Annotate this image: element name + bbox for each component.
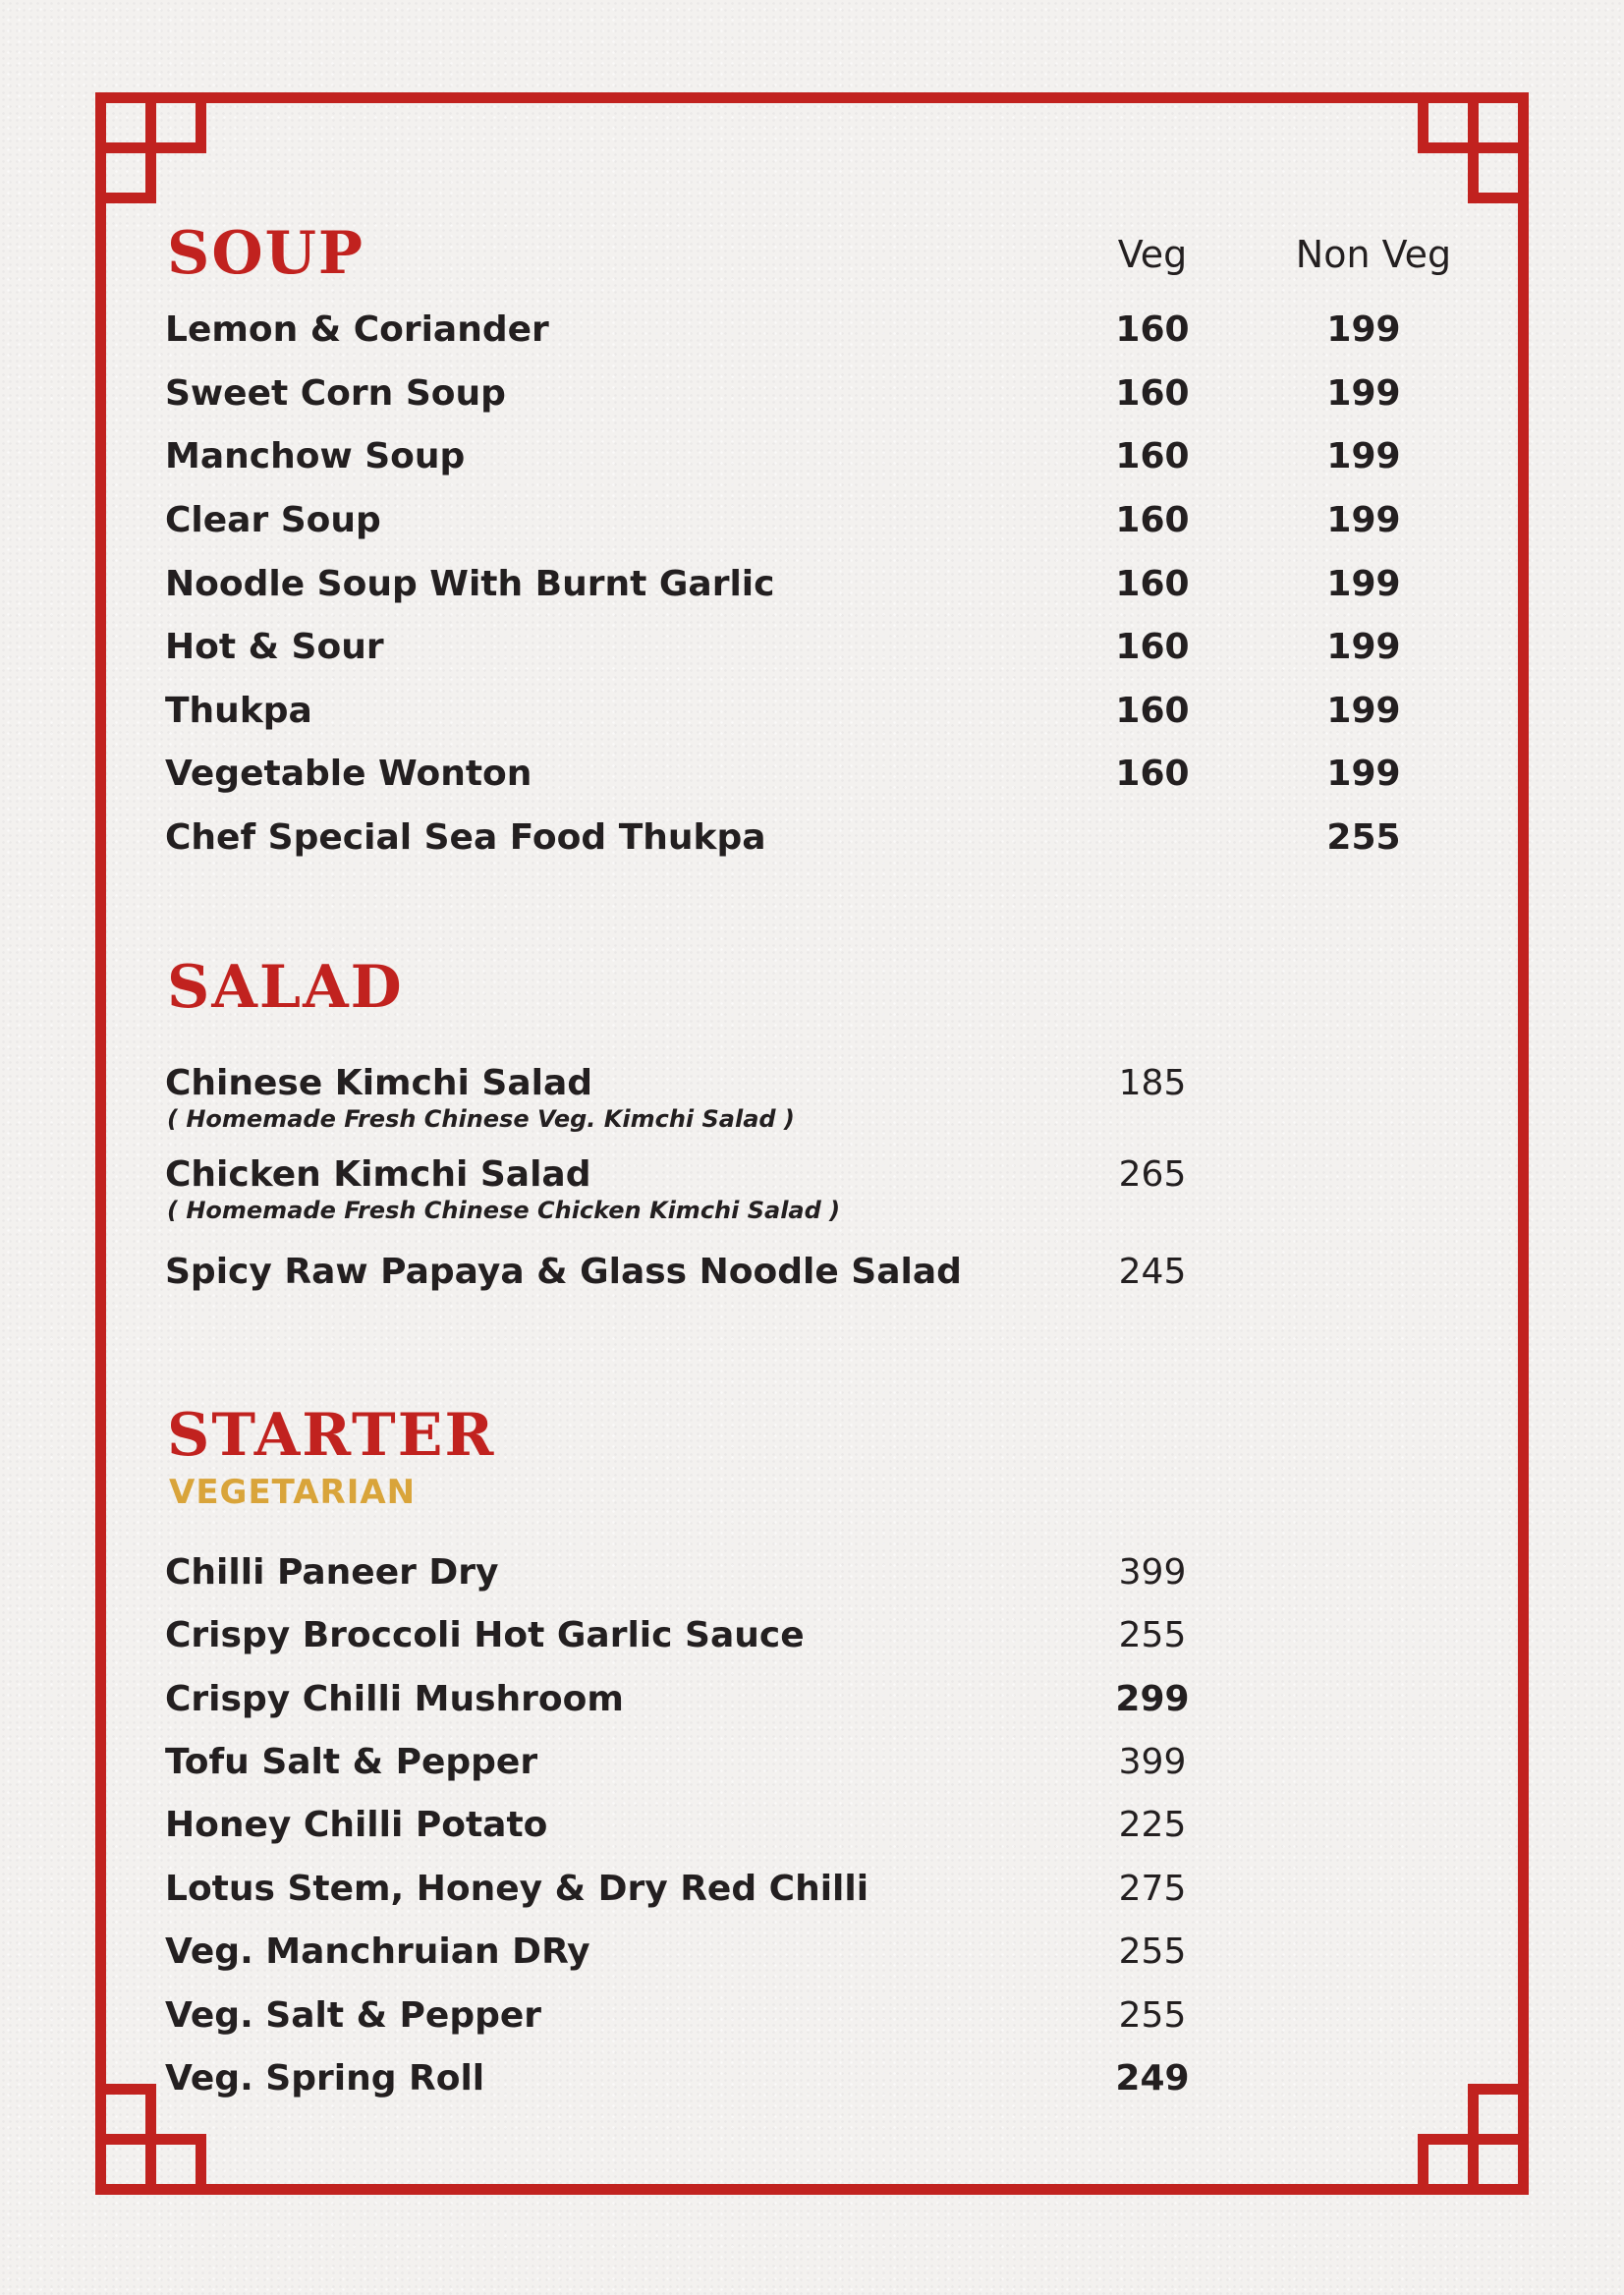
item-price: 275	[1118, 1869, 1187, 1909]
nonveg-price: 199	[1326, 373, 1401, 414]
menu-item	[165, 309, 1472, 362]
nonveg-price: 199	[1326, 500, 1401, 540]
starter-section-title: STARTER	[167, 1401, 496, 1470]
menu-item	[165, 1931, 1472, 1984]
item-name: Chicken Kimchi Salad	[165, 1154, 591, 1195]
menu-item	[165, 2058, 1472, 2110]
menu-item	[165, 373, 1472, 425]
soup-section-title: SOUP	[167, 219, 365, 288]
item-name: Sweet Corn Soup	[165, 373, 506, 414]
nonveg-price: 199	[1326, 691, 1401, 731]
nonveg-price: 255	[1326, 817, 1401, 858]
item-price: 249	[1115, 2058, 1190, 2099]
menu-item	[165, 1063, 1472, 1145]
veg-column-header: Veg	[1117, 233, 1188, 276]
item-price: 299	[1115, 1679, 1190, 1719]
item-description: ( Homemade Fresh Chinese Veg. Kimchi Salad )	[167, 1105, 795, 1133]
item-price: 225	[1118, 1805, 1187, 1845]
menu-item	[165, 756, 1472, 806]
item-name: Chef Special Sea Food Thukpa	[165, 817, 766, 858]
veg-price: 160	[1115, 309, 1190, 350]
item-name: Chinese Kimchi Salad	[165, 1063, 593, 1103]
nonveg-price: 199	[1326, 436, 1401, 476]
nonveg-price: 199	[1326, 564, 1401, 604]
item-name: Lemon & Coriander	[165, 309, 549, 350]
item-name: Chilli Paneer Dry	[165, 1552, 499, 1593]
item-name: Hot & Sour	[165, 627, 384, 667]
item-price: 255	[1118, 1615, 1187, 1655]
item-name: Noodle Soup With Burnt Garlic	[165, 564, 775, 604]
item-name: Clear Soup	[165, 500, 381, 540]
veg-price: 160	[1115, 373, 1190, 414]
starter-subtitle: VEGETARIAN	[169, 1473, 417, 1512]
menu-item	[165, 1154, 1472, 1236]
menu-item	[165, 1995, 1472, 2047]
item-price: 265	[1118, 1154, 1187, 1195]
salad-section-title: SALAD	[167, 953, 404, 1022]
menu-item	[165, 817, 1472, 869]
menu-item	[165, 691, 1472, 743]
item-name: Lotus Stem, Honey & Dry Red Chilli	[165, 1869, 869, 1909]
menu-item	[165, 436, 1472, 488]
nonveg-column-header: Non Veg	[1295, 233, 1452, 276]
menu-item	[165, 627, 1472, 679]
veg-price: 160	[1115, 564, 1190, 604]
veg-price: 160	[1115, 627, 1190, 667]
corner-ornament-top-left	[95, 92, 205, 202]
veg-price: 160	[1115, 754, 1190, 794]
item-name: Honey Chilli Potato	[165, 1805, 548, 1845]
item-name: Crispy Chilli Mushroom	[165, 1679, 624, 1719]
item-name: Thukpa	[165, 691, 312, 731]
menu-item	[165, 500, 1472, 552]
item-name: Veg. Manchruian DRy	[165, 1931, 590, 1972]
nonveg-price: 199	[1326, 309, 1401, 350]
menu-item	[165, 1805, 1472, 1857]
item-description: ( Homemade Fresh Chinese Chicken Kimchi Salad )	[167, 1197, 841, 1224]
corner-ornament-top-right	[1419, 92, 1529, 202]
item-name: Vegetable Wonton	[165, 754, 532, 794]
menu-item	[165, 1742, 1472, 1794]
item-price: 245	[1118, 1252, 1187, 1292]
nonveg-price: 199	[1326, 627, 1401, 667]
item-price: 255	[1118, 1931, 1187, 1972]
item-price: 255	[1118, 1995, 1187, 2036]
menu-item	[165, 1552, 1472, 1604]
menu-item	[165, 1679, 1472, 1731]
menu-item	[165, 1869, 1472, 1921]
item-name: Veg. Spring Roll	[165, 2058, 485, 2099]
item-name: Manchow Soup	[165, 436, 466, 476]
veg-price: 160	[1115, 691, 1190, 731]
item-price: 185	[1118, 1063, 1187, 1103]
item-price: 399	[1118, 1552, 1187, 1593]
item-price: 399	[1118, 1742, 1187, 1782]
nonveg-price: 199	[1326, 754, 1401, 794]
veg-price: 160	[1115, 436, 1190, 476]
item-name: Tofu Salt & Pepper	[165, 1742, 538, 1782]
item-name: Veg. Salt & Pepper	[165, 1995, 542, 2036]
veg-price: 160	[1115, 500, 1190, 540]
item-name: Spicy Raw Papaya & Glass Noodle Salad	[165, 1252, 962, 1292]
menu-item	[165, 1252, 1472, 1304]
menu-item	[165, 1615, 1472, 1667]
menu-item	[165, 564, 1472, 616]
item-name: Crispy Broccoli Hot Garlic Sauce	[165, 1615, 805, 1655]
